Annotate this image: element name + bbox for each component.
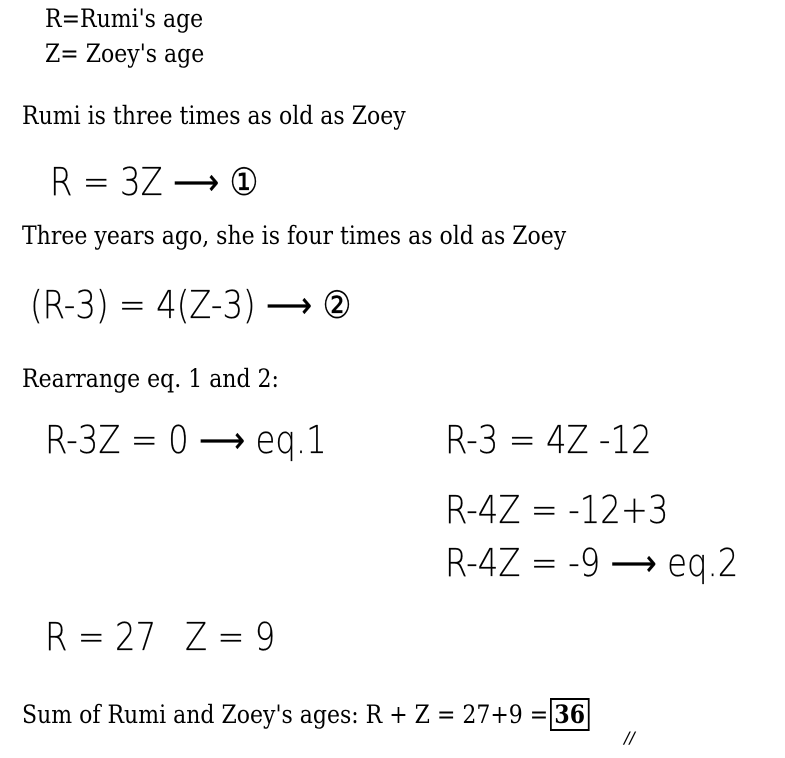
equation-2: (R-3) = 4(Z-3) ⟶ ②: [30, 283, 352, 327]
rearranged-eq1: R-3Z = 0 ⟶ eq.1: [45, 418, 327, 462]
statement-2: Three years ago, she is four times as old as Zoey: [22, 221, 567, 250]
equation-1: R = 3Z ⟶ ①: [50, 160, 259, 204]
rearrange-heading: Rearrange eq. 1 and 2:: [22, 364, 279, 393]
definition-r: R=Rumi's age: [45, 4, 204, 33]
statement-1: Rumi is three times as old as Zoey: [22, 101, 406, 130]
sum-line: [22, 700, 589, 730]
answer-mark: //: [624, 728, 635, 747]
sum-text: Sum of Rumi and Zoey's ages: R + Z = 27+9 =: [22, 700, 549, 729]
rearranged-eq2-step2: R-4Z = -12+3: [445, 488, 669, 532]
rearranged-eq2-step1: R-3 = 4Z -12: [445, 418, 652, 462]
rearranged-eq2-step3: R-4Z = -9 ⟶ eq.2: [445, 541, 739, 585]
solution-r: R = 27: [45, 615, 157, 659]
definition-z: Z= Zoey's age: [45, 39, 205, 68]
answer-box: 36: [550, 698, 589, 731]
solution-z: Z = 9: [185, 615, 276, 659]
